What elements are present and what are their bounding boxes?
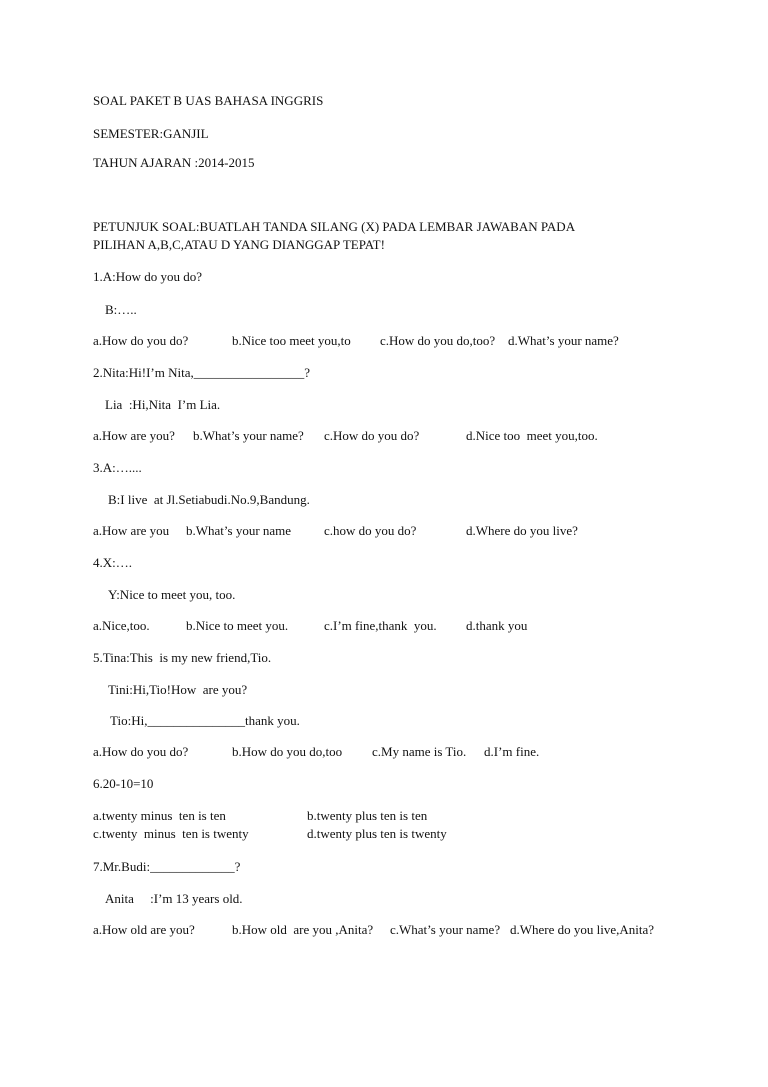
question-3-option-d: d.Where do you live? [466, 523, 578, 538]
question-7-option-d: d.Where do you live,Anita? [510, 922, 655, 937]
question-5-line-2: Tini:Hi,Tio!How are you? [108, 682, 248, 697]
question-2-option-d: d.Nice too meet you,too. [466, 428, 598, 443]
question-7-option-b: b.How old are you ,Anita? [232, 922, 374, 937]
question-6-option-d: d.twenty plus ten is twenty [307, 826, 447, 841]
question-1-option-a: a.How do you do? [93, 333, 189, 348]
question-3-option-b: b.What’s your name [186, 523, 292, 538]
question-2-option-c: c.How do you do? [324, 428, 420, 443]
question-4-option-a: a.Nice,too. [93, 618, 150, 633]
question-6-option-a: a.twenty minus ten is ten [93, 808, 226, 823]
exam-semester: SEMESTER:GANJIL [93, 126, 209, 141]
question-7-prompt: 7.Mr.Budi:_____________? [93, 859, 241, 874]
instruction-line-2: PILIHAN A,B,C,ATAU D YANG DIANGGAP TEPAT! [93, 237, 385, 252]
question-1-option-c: c.How do you do,too? [380, 333, 496, 348]
question-1-option-d: d.What’s your name? [508, 333, 619, 348]
question-3-option-c: c.how do you do? [324, 523, 417, 538]
question-2-option-a: a.How are you? [93, 428, 175, 443]
question-1-prompt: 1.A:How do you do? [93, 269, 203, 284]
question-4-response: Y:Nice to meet you, too. [108, 587, 236, 602]
question-5-option-d: d.I’m fine. [484, 744, 540, 759]
question-4-option-d: d.thank you [466, 618, 528, 633]
exam-title: SOAL PAKET B UAS BAHASA INGGRIS [93, 93, 324, 108]
question-6-prompt: 6.20-10=10 [93, 776, 154, 791]
question-3-prompt: 3.A:….... [93, 460, 142, 475]
question-3-response: B:I live at Jl.Setiabudi.No.9,Bandung. [108, 492, 310, 507]
question-5-option-c: c.My name is Tio. [372, 744, 467, 759]
question-7-response: Anita :I’m 13 years old. [105, 891, 243, 906]
question-4-option-b: b.Nice to meet you. [186, 618, 289, 633]
exam-year: TAHUN AJARAN :2014-2015 [93, 155, 255, 170]
question-5-option-b: b.How do you do,too [232, 744, 343, 759]
question-4-option-c: c.I’m fine,thank you. [324, 618, 437, 633]
question-7-option-c: c.What’s your name? [390, 922, 501, 937]
question-5-option-a: a.How do you do? [93, 744, 189, 759]
question-4-prompt: 4.X:…. [93, 555, 132, 570]
question-5-prompt: 5.Tina:This is my new friend,Tio. [93, 650, 272, 665]
question-6-option-c: c.twenty minus ten is twenty [93, 826, 249, 841]
question-6-option-b: b.twenty plus ten is ten [307, 808, 428, 823]
question-2-prompt: 2.Nita:Hi!I’m Nita,_________________? [93, 365, 310, 380]
question-2-response: Lia :Hi,Nita I’m Lia. [105, 397, 221, 412]
question-7-option-a: a.How old are you? [93, 922, 195, 937]
question-3-option-a: a.How are you [93, 523, 170, 538]
question-2-option-b: b.What’s your name? [193, 428, 304, 443]
question-1-response: B:….. [105, 302, 137, 317]
question-5-line-3: Tio:Hi,_______________thank you. [110, 713, 300, 728]
instruction-line-1: PETUNJUK SOAL:BUATLAH TANDA SILANG (X) PADA LEMBAR JAWABAN PADA [93, 219, 576, 234]
question-1-option-b: b.Nice too meet you,to [232, 333, 351, 348]
